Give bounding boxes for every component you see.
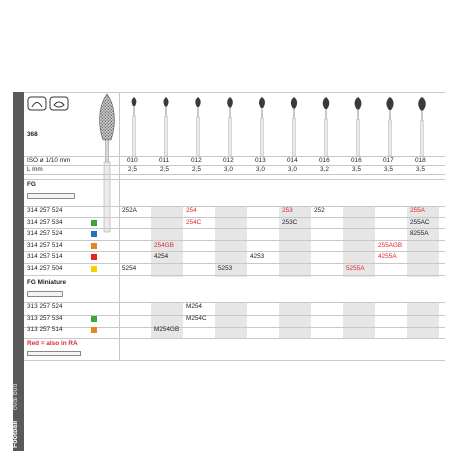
bur-size-9-icon — [415, 96, 429, 158]
product-code-cell: 5254 — [122, 265, 137, 272]
iso-size-value: 016 — [351, 157, 362, 164]
table-rule — [24, 165, 445, 166]
product-code-cell: 253 — [282, 207, 293, 214]
table-rule — [24, 217, 445, 218]
product-code-cell: 4253 — [250, 253, 265, 261]
length-value: 3,0 — [256, 166, 265, 173]
product-code-cell: M254GB — [154, 326, 180, 334]
product-code-cell: 254 — [186, 207, 197, 214]
table-rule — [24, 302, 445, 303]
column-shade — [343, 302, 375, 338]
product-code-cell: 254C — [186, 218, 202, 226]
table-rule — [24, 338, 445, 339]
column-rule — [119, 92, 120, 360]
product-code-cell: 255A — [410, 207, 425, 214]
iso-size-value: 012 — [223, 157, 234, 164]
table-rule — [24, 156, 445, 157]
table-rule — [24, 174, 445, 175]
length-value: 3,5 — [416, 166, 425, 173]
category-sidebar — [13, 92, 24, 451]
bur-size-6-icon — [319, 96, 333, 158]
iso-size-value: 017 — [383, 157, 394, 164]
iso-size-value: 014 — [287, 157, 298, 164]
table-rule — [24, 275, 445, 276]
iso-size-value: 010 — [127, 157, 138, 164]
length-value: 3,0 — [288, 166, 297, 173]
table-rule — [24, 228, 445, 229]
order-code: 314 257 524 — [27, 207, 63, 214]
length-value: 2,5 — [192, 166, 201, 173]
order-code: 313 257 524 — [27, 303, 63, 310]
group-heading-fg: FG — [27, 181, 36, 188]
length-label: L mm — [27, 166, 43, 173]
product-code-cell: 4255A — [378, 253, 397, 261]
product-code-cell: M254C — [186, 314, 207, 322]
length-value: 3,0 — [224, 166, 233, 173]
grit-color-swatch-green — [91, 316, 97, 322]
length-value: 3,2 — [320, 166, 329, 173]
shape-pictogram-icon — [27, 95, 71, 113]
miniature-shank-pictogram-icon — [27, 291, 63, 297]
product-code-cell: 255AGB — [378, 241, 403, 249]
bur-size-7-icon — [351, 96, 365, 158]
iso-size-value: 011 — [159, 157, 170, 164]
column-shade — [215, 302, 247, 338]
order-code: 314 257 524 — [27, 230, 63, 238]
order-code: 314 257 504 — [27, 265, 63, 272]
bur-size-8-icon — [383, 96, 397, 158]
bur-size-0-icon — [127, 96, 141, 158]
table-rule — [24, 263, 445, 264]
grit-color-swatch-yellow — [91, 266, 97, 272]
length-value: 3,5 — [384, 166, 393, 173]
bur-size-4-icon — [255, 96, 269, 158]
category-label: Football — [12, 420, 19, 448]
group-heading-fg-miniature: FG Miniature — [27, 279, 67, 286]
iso-size-value: 018 — [415, 157, 426, 164]
grit-color-swatch-green — [91, 220, 97, 226]
subcategory-label: oval bud — [12, 383, 19, 410]
order-code: 314 257 514 — [27, 253, 63, 261]
ra-note: Red = also in RA — [27, 340, 78, 347]
column-shade — [407, 302, 439, 338]
iso-size-value: 013 — [255, 157, 266, 164]
football-bur-large-icon — [94, 92, 120, 234]
product-code-cell: 252 — [314, 207, 325, 214]
bur-size-3-icon — [223, 96, 237, 158]
product-code-cell: M254 — [186, 303, 202, 310]
product-code-cell: 5255A — [346, 265, 365, 272]
table-rule — [24, 360, 445, 361]
column-shade — [279, 302, 311, 338]
product-code-cell: 252A — [122, 207, 137, 214]
order-code: 313 257 534 — [27, 314, 63, 322]
bur-size-5-icon — [287, 96, 301, 158]
length-value: 2,5 — [160, 166, 169, 173]
grit-color-swatch-orange — [91, 243, 97, 249]
length-value: 2,5 — [128, 166, 137, 173]
table-rule — [24, 179, 445, 180]
product-code-cell: 8255A — [410, 230, 429, 238]
iso-size-value: 012 — [191, 157, 202, 164]
product-code-cell: 255AC — [410, 218, 430, 226]
table-rule — [24, 251, 445, 252]
bur-size-1-icon — [159, 96, 173, 158]
product-code-cell: 253C — [282, 218, 298, 226]
table-rule — [24, 206, 445, 207]
order-code: 313 257 514 — [27, 326, 63, 334]
grit-color-swatch-red — [91, 254, 97, 260]
product-code-cell: 4254 — [154, 253, 169, 261]
order-code: 314 257 514 — [27, 241, 63, 249]
length-value: 3,5 — [352, 166, 361, 173]
order-code: 314 257 534 — [27, 218, 63, 226]
grit-color-swatch-blue — [91, 231, 97, 237]
figure-number: 368 — [27, 131, 38, 138]
table-rule — [24, 315, 445, 316]
bur-size-2-icon — [191, 96, 205, 158]
iso-label: ISO ø 1/10 mm — [27, 157, 71, 164]
grit-color-swatch-orange — [91, 327, 97, 333]
product-code-cell: 254GB — [154, 241, 174, 249]
fg-shank-pictogram-icon — [27, 193, 75, 199]
table-rule — [24, 92, 445, 93]
product-code-cell: 5253 — [218, 265, 233, 272]
iso-size-value: 016 — [319, 157, 330, 164]
ra-shank-pictogram-icon — [27, 351, 81, 356]
table-rule — [24, 327, 445, 328]
